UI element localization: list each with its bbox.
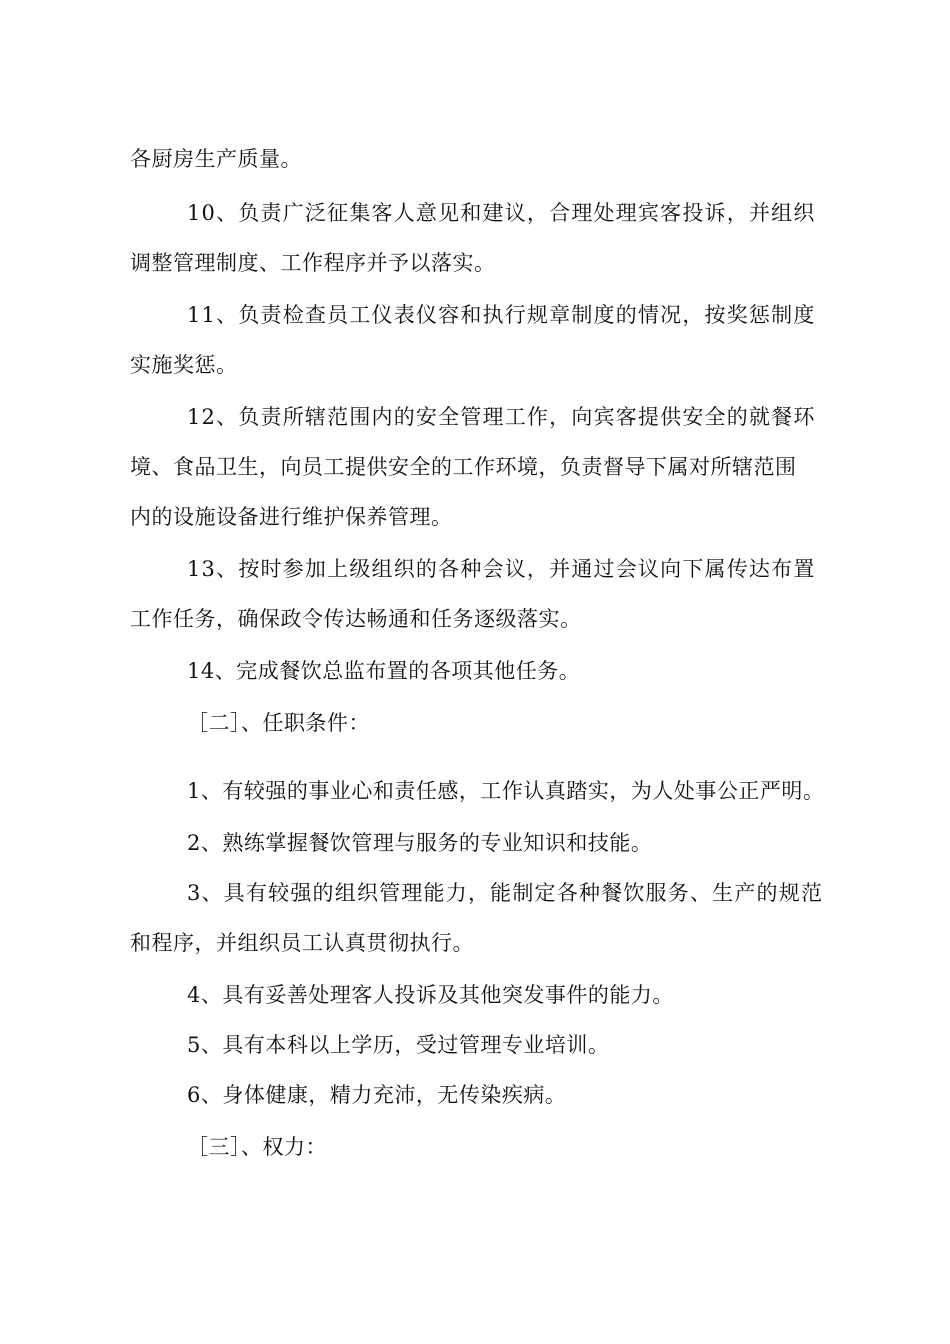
paragraph-line: 11、负责检查员工仪表仪容和执行规章制度的情况，按奖惩制度 bbox=[187, 303, 816, 327]
list-item: 6、身体健康，精力充沛，无传染疾病。 bbox=[187, 1083, 567, 1107]
list-item: 和程序，并组织员工认真贯彻执行。 bbox=[130, 931, 474, 955]
paragraph-line: 14、完成餐饮总监布置的各项其他任务。 bbox=[187, 659, 581, 683]
paragraph-line: 12、负责所辖范围内的安全管理工作，向宾客提供安全的就餐环 bbox=[187, 405, 816, 429]
section-heading: ［三］、权力： bbox=[187, 1135, 327, 1159]
list-item: 3、具有较强的组织管理能力，能制定各种餐饮服务、生产的规范 bbox=[187, 881, 824, 905]
paragraph-line: 工作任务，确保政令传达畅通和任务逐级落实。 bbox=[130, 607, 582, 631]
paragraph-line: 境、食品卫生，向员工提供安全的工作环境，负责督导下属对所辖范围 bbox=[130, 455, 797, 479]
paragraph-line: 10、负责广泛征集客人意见和建议，合理处理宾客投诉，并组织 bbox=[187, 201, 816, 225]
paragraph-line: 调整管理制度、工作程序并予以落实。 bbox=[130, 251, 496, 275]
paragraph-line: 13、按时参加上级组织的各种会议，并通过会议向下属传达布置 bbox=[187, 557, 816, 581]
list-item: 5、具有本科以上学历，受过管理专业培训。 bbox=[187, 1033, 610, 1057]
list-item: 4、具有妥善处理客人投诉及其他突发事件的能力。 bbox=[187, 983, 674, 1007]
paragraph-line: 内的设施设备进行维护保养管理。 bbox=[130, 505, 453, 529]
paragraph-line: 各厨房生产质量。 bbox=[130, 147, 302, 171]
section-heading: ［二］、任职条件： bbox=[187, 711, 370, 735]
paragraph-line: 实施奖惩。 bbox=[130, 353, 238, 377]
list-item: 2、熟练掌握餐饮管理与服务的专业知识和技能。 bbox=[187, 831, 653, 855]
list-item: 1、有较强的事业心和责任感，工作认真踏实，为人处事公正严明。 bbox=[187, 779, 825, 803]
